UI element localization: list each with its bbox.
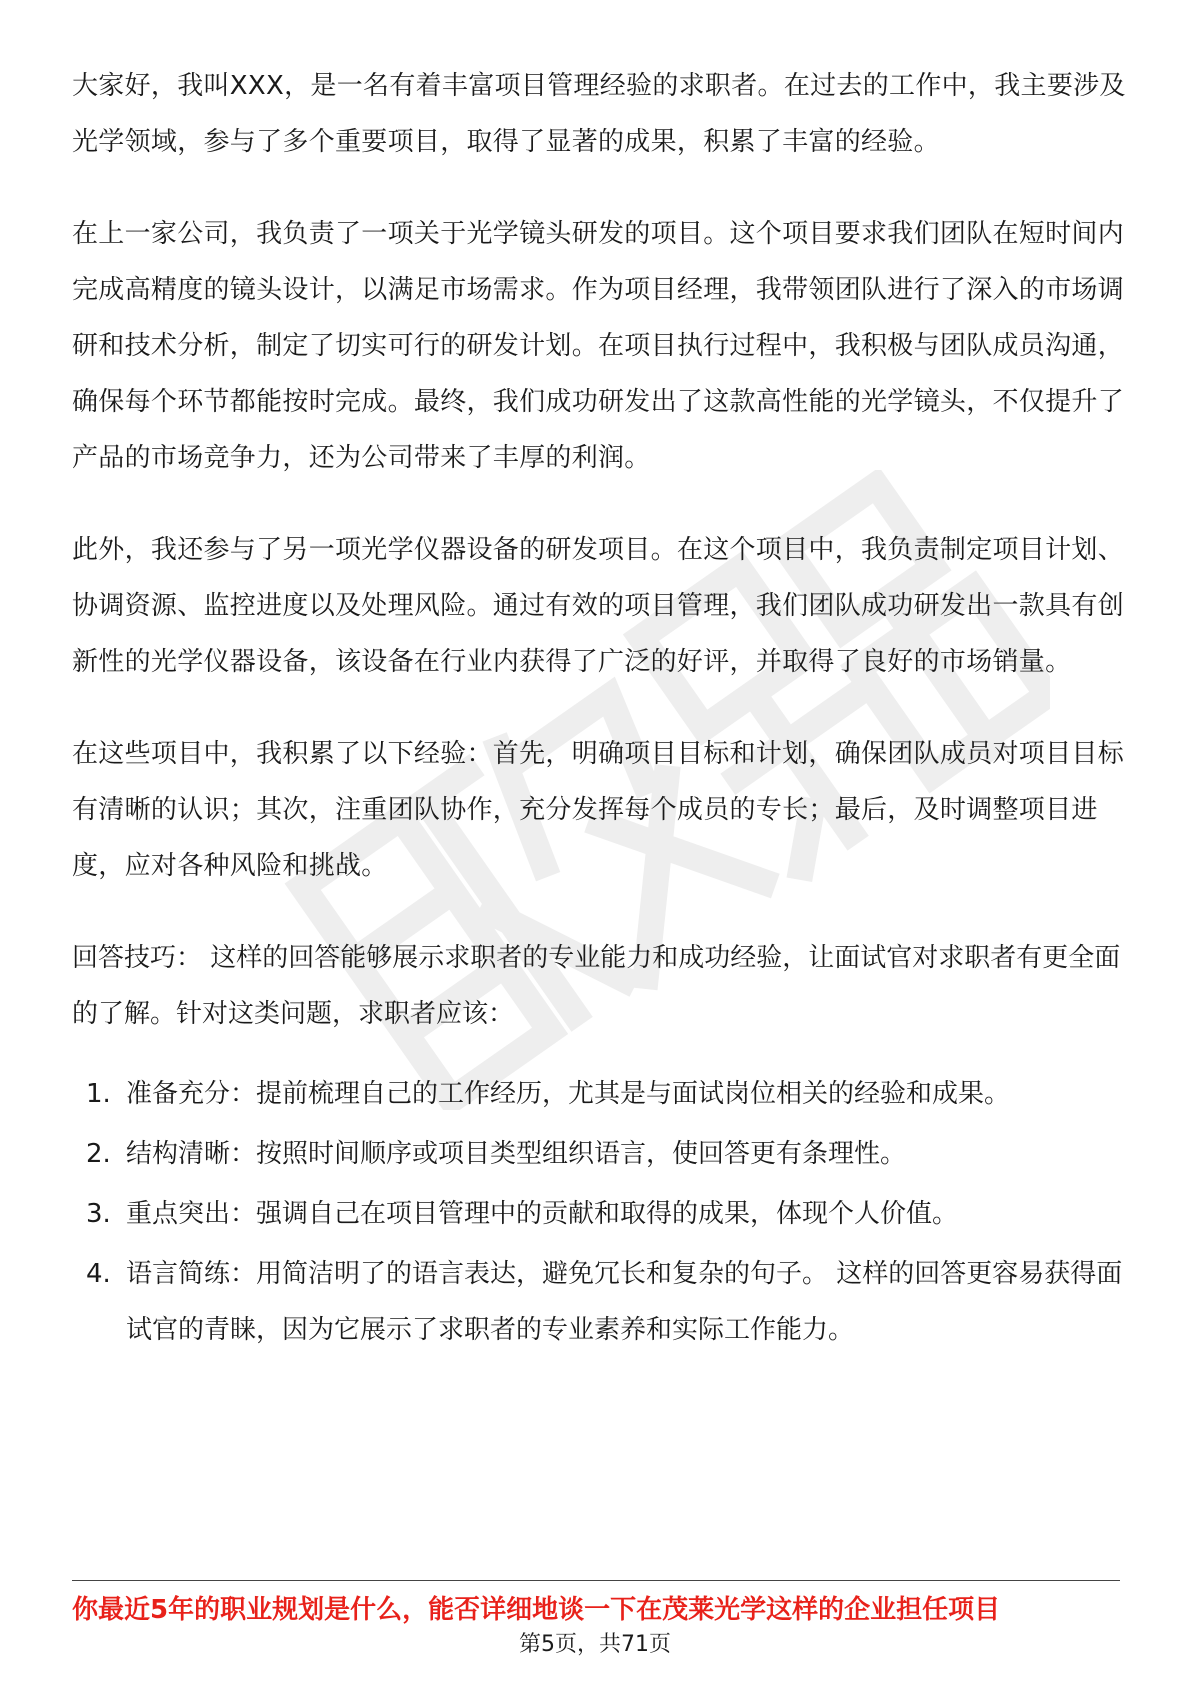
answer-tips-intro: 回答技巧： 这样的回答能够展示求职者的专业能力和成功经验，让面试官对求职者有更全面的了解。针对这类问题，求职者应该： — [72, 943, 1121, 1029]
list-item — [72, 1246, 1132, 1358]
lens-project-paragraph: 在上一家公司，我负责了一项关于光学镜头研发的项目。这个项目要求我们团队在短时间内完成高精度的镜头设计，以满足市场需求。作为项目经理，我带领团队进行了深入的市场调研和技术分析，制定了切实可行的研发计划。在项目执行过程中，我积极与团队成员沟通，确保每个环节都能按时完成。最终，我们成功研发出了这款高性能的光学镜头，不仅提升了产品的市场竞争力，还为公司带来了丰厚的利润。 — [72, 219, 1125, 473]
list-text: 准备充分：提前梳理自己的工作经历，尤其是与面试岗位相关的经验和成果。 — [126, 1079, 1011, 1109]
next-question-heading: 你最近5年的职业规划是什么，能否详细地谈一下在茂莱光学这样的企业担任项目 — [72, 1595, 1001, 1625]
list-text: 重点突出：强调自己在项目管理中的贡献和取得的成果，体现个人价值。 — [126, 1199, 959, 1229]
list-number: 3. — [86, 1199, 111, 1229]
list-number: 4. — [86, 1259, 111, 1289]
list-number: 1. — [86, 1079, 111, 1109]
tips-list — [72, 1066, 1132, 1358]
section-divider — [72, 1580, 1120, 1581]
list-item — [72, 1126, 1132, 1182]
instrument-project-paragraph: 此外，我还参与了另一项光学仪器设备的研发项目。在这个项目中，我负责制定项目计划、协调资源、监控进度以及处理风险。通过有效的项目管理，我们团队成功研发出一款具有创新性的光学仪器设备，该设备在行业内获得了广泛的好评，并取得了良好的市场销量。 — [72, 535, 1125, 677]
document-body — [72, 58, 1132, 1362]
list-item — [72, 1066, 1132, 1122]
intro-paragraph: 大家好，我叫XXX，是一名有着丰富项目管理经验的求职者。在过去的工作中，我主要涉及光学领域，参与了多个重要项目，取得了显著的成果，积累了丰富的经验。 — [72, 71, 1126, 157]
experience-paragraph: 在这些项目中，我积累了以下经验：首先，明确项目目标和计划，确保团队成员对项目目标有清晰的认识；其次，注重团队协作，充分发挥每个成员的专长；最后，及时调整项目进度，应对各种风险和挑战。 — [72, 739, 1125, 881]
page-number: 第5页，共71页 — [519, 1632, 671, 1657]
list-item — [72, 1186, 1132, 1242]
list-text: 结构清晰：按照时间顺序或项目类型组织语言，使回答更有条理性。 — [126, 1139, 907, 1169]
list-text: 语言简练：用简洁明了的语言表达，避免冗长和复杂的句子。 这样的回答更容易获得面试官的青睐，因为它展示了求职者的专业素养和实际工作能力。 — [126, 1259, 1123, 1345]
list-number: 2. — [86, 1139, 111, 1169]
